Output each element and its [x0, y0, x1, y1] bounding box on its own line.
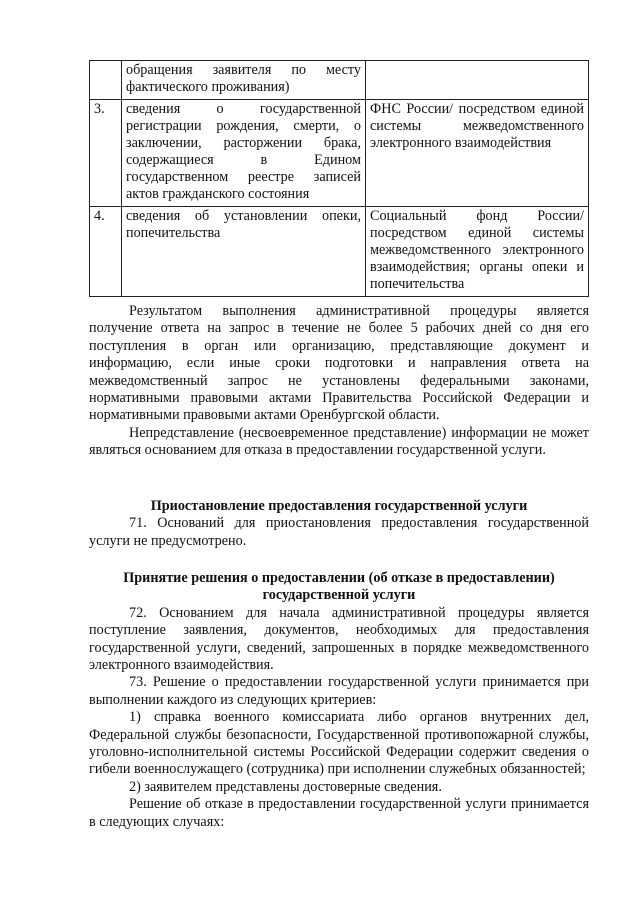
row-number: 4. — [90, 207, 122, 297]
clause-72: 72. Основанием для начала административной процедуры является поступление заявления, документов, необходимых для предоставления государственной услуги, сведений, запрошенных в порядке межведомственного электронного взаимодействия. — [89, 604, 589, 674]
info-source-cell — [366, 61, 589, 100]
info-source-cell: Социальный фонд России/ посредством единой системы межведомственного электронного взаимодействия; органы опеки и попечительства — [366, 207, 589, 297]
suspension-heading: Приостановление предоставления государственной услуги — [150, 498, 528, 514]
table-row — [90, 100, 589, 207]
requested-info-cell: обращения заявителя по месту фактического проживания) — [122, 61, 366, 100]
requested-info-cell: сведения о государственной регистрации рождения, смерти, о заключении, расторжении брака, содержащиеся в Едином государственном реестре записей актов гражданского состояния — [122, 100, 366, 207]
info-source-cell: ФНС России/ посредством единой системы межведомственного электронного взаимодействия — [366, 100, 589, 207]
table-row — [90, 207, 589, 297]
interdepartmental-requests-table — [89, 60, 589, 297]
suspension-section — [89, 498, 589, 550]
clause-71: 71. Оснований для приостановления предоставления государственной услуги не предусмотрено. — [89, 515, 589, 549]
criterion-1: 1) справка военного комиссариата либо органов внутренних дел, Федеральной службы безопасности, Государственной противопожарной службы, уголовно-исполнительной системы Российской Федерации содержит сведения о гибели военнослужащего (сотрудника) при исполнении служебных обязанностей; — [89, 709, 589, 778]
table-row — [90, 61, 589, 100]
row-number — [90, 61, 122, 100]
decision-heading-line1: Принятие решения о предоставлении (об отказе в предоставлении) — [123, 570, 555, 586]
criterion-2: 2) заявителем представлены достоверные сведения. — [129, 778, 442, 795]
non-submission-paragraph: Непредставление (несвоевременное представление) информации не может являться основанием для отказа в предоставлении государственной услуги. — [89, 424, 589, 459]
result-section — [89, 303, 589, 460]
row-number: 3. — [90, 100, 122, 207]
requested-info-cell: сведения об установлении опеки, попечительства — [122, 207, 366, 297]
refusal-paragraph: Решение об отказе в предоставлении государственной услуги принимается в следующих случаях: — [89, 796, 589, 830]
clause-73: 73. Решение о предоставлении государственной услуги принимается при выполнении каждого из следующих критериев: — [89, 674, 589, 708]
decision-heading-line2: государственной услуги — [262, 587, 416, 604]
result-paragraph: Результатом выполнения административной процедуры является получение ответа на запрос в течение не более 5 рабочих дней со дня его поступления в орган или организацию, представляющие документ и информацию, если иные сроки подготовки и направления ответа на межведомственный запрос не установлены федеральными законами, нормативными правовыми актами Правительства Российской Федерации и нормативными правовыми актами Оренбургской области. — [89, 303, 589, 424]
decision-section — [89, 570, 589, 831]
